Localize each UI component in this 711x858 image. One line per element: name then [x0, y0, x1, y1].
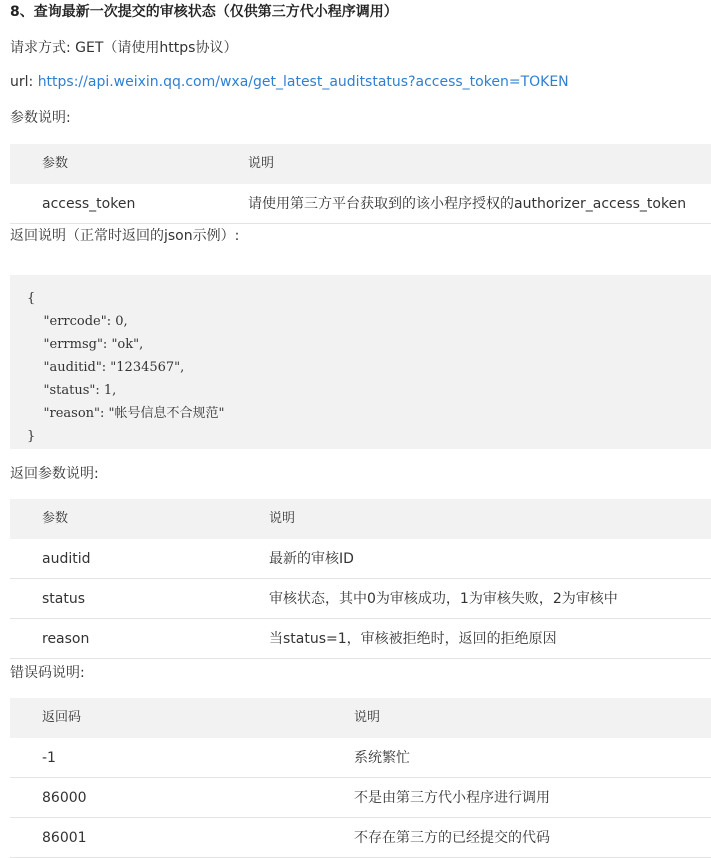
code-line: "errmsg": "ok",: [27, 337, 144, 352]
error-code: 86001: [42, 830, 87, 846]
return-params-title: 返回参数说明:: [10, 466, 99, 482]
param-name: access_token: [42, 196, 136, 212]
return-title: 返回说明（正常时返回的json示例）:: [10, 228, 240, 244]
code-line: "status": 1,: [27, 383, 117, 398]
param-description: 当status=1，审核被拒绝时，返回的拒绝原因: [269, 631, 557, 647]
api-url-link[interactable]: https://api.weixin.qq.com/wxa/get_latest_auditstatus?access_token=TOKEN: [37, 74, 569, 90]
code-line: "auditid": "1234567",: [27, 360, 185, 375]
param-name: status: [42, 591, 86, 607]
table-header-row: [10, 698, 711, 738]
table-row: [10, 818, 711, 858]
table-row: [10, 778, 711, 818]
table-row: [10, 184, 711, 224]
table-row: [10, 738, 711, 778]
param-description: 请使用第三方平台获取到的该小程序授权的authorizer_access_token: [248, 196, 687, 212]
error-codes-title: 错误码说明:: [10, 665, 85, 681]
return-params-table: [10, 499, 711, 659]
error-description: 系统繁忙: [354, 750, 410, 766]
table-row: [10, 579, 711, 619]
table-row: [10, 539, 711, 579]
code-line: {: [27, 291, 36, 306]
params-title: 参数说明:: [10, 110, 71, 126]
code-line: "errcode": 0,: [27, 314, 128, 329]
header-description: 说明: [248, 156, 275, 171]
error-code: 86000: [42, 790, 87, 806]
param-name: auditid: [42, 551, 91, 567]
table-row: [10, 619, 711, 659]
header-description: 说明: [269, 511, 296, 526]
header-param: 参数: [42, 156, 69, 171]
table-header-row: [10, 144, 711, 184]
params-table: [10, 144, 711, 224]
header-description: 说明: [354, 710, 381, 725]
table-header-row: [10, 499, 711, 539]
error-description: 不是由第三方代小程序进行调用: [354, 790, 550, 806]
error-codes-table: [10, 698, 711, 858]
url-line: [10, 72, 569, 92]
request-method-text: 请求方式: GET（请使用https协议）: [10, 40, 238, 56]
error-description: 不存在第三方的已经提交的代码: [354, 830, 550, 846]
param-description: 审核状态，其中0为审核成功，1为审核失败，2为审核中: [269, 591, 618, 607]
section-heading: 8、查询最新一次提交的审核状态（仅供第三方代小程序调用）: [10, 4, 398, 20]
code-line: }: [27, 429, 36, 444]
header-param: 参数: [42, 511, 69, 526]
json-code-block: [10, 275, 711, 449]
code-line: "reason": "帐号信息不合规范": [27, 406, 225, 421]
error-code: -1: [42, 750, 56, 766]
header-code: 返回码: [42, 710, 82, 725]
param-name: reason: [42, 631, 90, 647]
param-description: 最新的审核ID: [269, 551, 354, 567]
url-label: url:: [10, 74, 38, 90]
